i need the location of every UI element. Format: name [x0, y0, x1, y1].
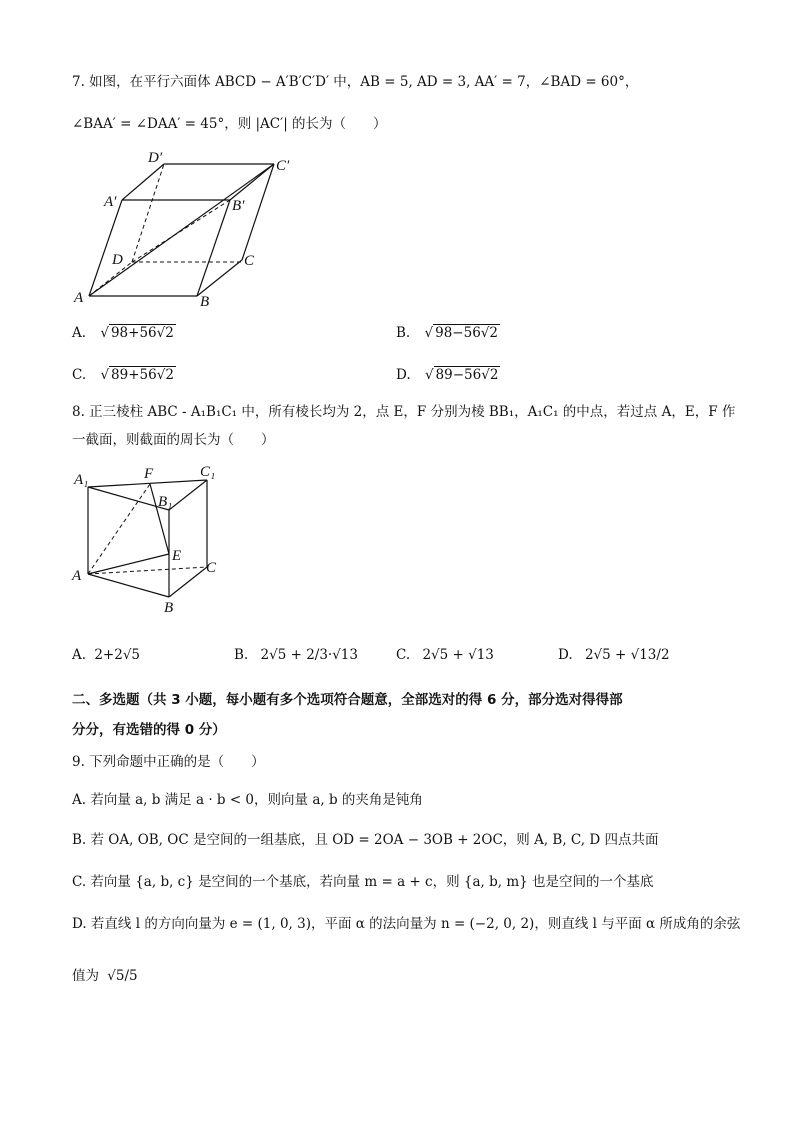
q9-option-d-line2	[72, 966, 138, 986]
q8-label-B1: B₁	[158, 494, 173, 510]
q7-label-B: B	[200, 294, 210, 310]
q7-option-a: A. √ 98+56√2	[72, 325, 174, 341]
q7-parallelepiped-figure	[72, 150, 302, 310]
q8-label-B: B	[164, 600, 174, 616]
q7-label-Ap: A′	[104, 194, 117, 210]
q7-option-b-expr: 98−56√2	[435, 325, 498, 341]
q7-option-b: B. √ 98−56√2	[396, 325, 498, 341]
q9-option-c: C. 若向量 {a, b, c} 是空间的一个基底，若向量 m = a + c，则 {a, b, m} 也是空间的一个基底	[72, 874, 654, 890]
q8-option-d: D. 2√5 + √13/2	[558, 647, 670, 663]
q9-stem: 9. 下列命题中正确的是（ ）	[72, 754, 265, 770]
q8-option-b: B. 2√5 + 2/3·√13	[234, 647, 358, 663]
q9-option-b: B. 若 OA, OB, OC 是空间的一组基底，且 OD = 2OA − 3OB + 2OC，则 A, B, C, D 四点共面	[72, 832, 659, 848]
q8-stem-line2: 一截面，则截面的周长为（ ）	[72, 432, 275, 448]
q7-label-Bp: B′	[232, 198, 245, 214]
q8-label-A: A	[72, 568, 82, 584]
q8-option-c-expr: 2√5 + √13	[422, 647, 494, 663]
q8-option-c: C. 2√5 + √13	[396, 647, 494, 663]
q7-option-d: D. √ 89−56√2	[396, 367, 499, 383]
q8-label-A1: A₁	[74, 472, 89, 488]
section-2-heading-line1: 二、多选题（共 3 小题，每小题有多个选项符合题意，全部选对的得 6 分，部分选对得得部	[72, 692, 623, 708]
q8-label-C: C	[206, 560, 217, 576]
q7-label-D: D	[112, 252, 123, 268]
q8-option-a: A. 2+2√5	[72, 647, 141, 663]
q8-label-C1: C₁	[200, 464, 216, 480]
q8-prism-figure	[72, 462, 232, 617]
q7-label-Cp: C′	[276, 158, 290, 174]
q7-label-Dp: D′	[148, 150, 163, 166]
q8-label-E: E	[172, 548, 182, 564]
q8-option-d-expr: 2√5 + √13/2	[584, 647, 670, 663]
section-2-heading-line2: 分分，有选错的得 0 分）	[72, 722, 226, 738]
q9-option-d-prefix: 值为	[72, 968, 99, 984]
q9-option-d-line1: D. 若直线 l 的方向向量为 e = (1, 0, 3)，平面 α 的法向量为 n = (−2, 0, 2)，则直线 l 与平面 α 所成角的余弦	[72, 916, 741, 932]
q7-stem-line1: 7. 如图，在平行六面体 ABCD − A′B′C′D′ 中，AB = 5, AD = 3, AA′ = 7，∠BAD = 60°，	[72, 74, 639, 90]
q8-option-a-expr: 2+2√5	[94, 647, 141, 663]
q7-label-C: C	[244, 253, 255, 269]
q7-stem-line2: ∠BAA′ = ∠DAA′ = 45°，则 |AC′| 的长为（ ）	[72, 116, 387, 132]
q7-option-c: C. √ 89+56√2	[72, 367, 174, 383]
q7-option-c-expr: 89+56√2	[111, 367, 174, 383]
q8-stem-line1: 8. 正三棱柱 ABC - A₁B₁C₁ 中，所有棱长均为 2，点 E，F 分别为棱 BB₁，A₁C₁ 的中点，若过点 A，E，F 作	[72, 404, 736, 420]
q7-option-a-expr: 98+56√2	[110, 325, 174, 341]
q8-option-b-expr: 2√5 + 2/3·√13	[260, 647, 358, 663]
q7-label-A: A	[74, 290, 84, 306]
q9-option-d-answer: √5/5	[107, 968, 138, 984]
q9-option-a: A. 若向量 a, b 满足 a · b < 0，则向量 a, b 的夹角是钝角	[72, 792, 423, 808]
q8-label-F: F	[144, 466, 154, 482]
q7-option-d-expr: 89−56√2	[435, 367, 499, 383]
